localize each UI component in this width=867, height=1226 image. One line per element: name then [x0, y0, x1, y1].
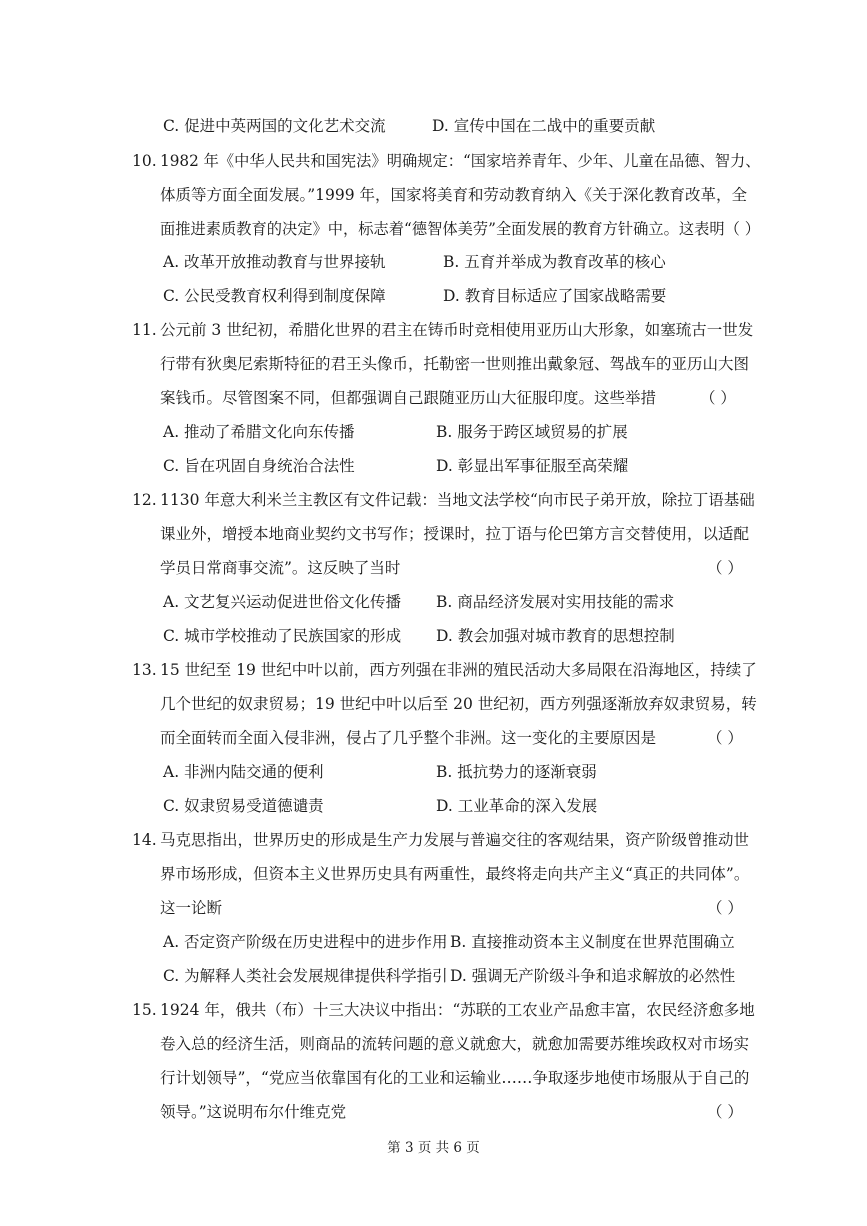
option-a: A. 改革开放推动教育与世界接轨 — [163, 253, 386, 271]
question-text-line: 几个世纪的奴隶贸易；19 世纪中叶以后至 20 世纪初，西方列强逐渐放弃奴隶贸易，转 — [160, 695, 757, 713]
question-text-line: 公元前 3 世纪初，希腊化世界的君主在铸币时竞相使用亚历山大形象，如塞琉古一世发 — [160, 321, 754, 339]
question-text-line: 行带有狄奥尼索斯特征的君王头像币，托勒密一世则推出戴象冠、驾战车的亚历山大图 — [160, 355, 750, 373]
option-b: B. 五育并举成为教育改革的核心 — [443, 253, 666, 271]
question-text-line: 学员日常商事交流”。这反映了当时 — [160, 559, 401, 577]
option-d: D. 彰显出军事征服至高荣耀 — [436, 457, 629, 475]
question-text-line: 1130 年意大利米兰主教区有文件记载：当地文法学校“向市民子弟开放，除拉丁语基础 — [160, 491, 755, 509]
question-text-line: 体质等方面全面发展。”1999 年，国家将美育和劳动教育纳入《关于深化教育改革，全 — [160, 186, 748, 204]
answer-parentheses: （ ） — [707, 729, 743, 747]
option-d: D. 宣传中国在二战中的重要贡献 — [432, 117, 656, 135]
option-b: B. 直接推动资本主义制度在世界范围确立 — [450, 933, 735, 951]
question-text-line: 面推进素质教育的决定》中，标志着“德智体美劳”全面发展的教育方针确立。这表明（ ） — [160, 220, 761, 238]
option-c: C. 城市学校推动了民族国家的形成 — [163, 627, 402, 645]
option-a: A. 推动了希腊文化向东传播 — [163, 423, 355, 441]
option-d: D. 教育目标适应了国家战略需要 — [443, 287, 667, 305]
option-b: B. 抵抗势力的逐渐衰弱 — [436, 763, 597, 781]
question-text-line: 而全面转而全面入侵非洲，侵占了几乎整个非洲。这一变化的主要原因是 — [160, 729, 657, 747]
question-text-line: 15 世纪至 19 世纪中叶以前，西方列强在非洲的殖民活动大多局限在沿海地区，持续了 — [160, 661, 757, 679]
option-a: A. 非洲内陆交通的便利 — [163, 763, 324, 781]
question-text-line: 行计划领导”，“党应当依靠国有化的工业和运输业……争取逐步地使市场服从于自己的 — [160, 1069, 750, 1087]
question-text-line: 案钱币。尽管图案不同，但都强调自己跟随亚历山大征服印度。这些举措 — [160, 389, 657, 407]
question-number: 12. — [132, 491, 157, 509]
option-d: D. 工业革命的深入发展 — [436, 797, 598, 815]
question-number: 10. — [132, 152, 157, 170]
question-text-line: 界市场形成，但资本主义世界历史具有两重性，最终将走向共产主义“真正的共同体”。 — [160, 865, 750, 883]
question-text-line: 课业外，增授本地商业契约文书写作；授课时，拉丁语与伦巴第方言交替使用，以适配 — [160, 525, 750, 543]
option-a: A. 否定资产阶级在历史进程中的进步作用 — [163, 933, 448, 951]
question-number: 14. — [132, 831, 157, 849]
option-b: B. 商品经济发展对实用技能的需求 — [436, 593, 675, 611]
option-a: A. 文艺复兴运动促进世俗文化传播 — [163, 593, 402, 611]
option-d: D. 教会加强对城市教育的思想控制 — [436, 627, 675, 645]
answer-parentheses: （ ） — [707, 899, 743, 917]
question-text-line: 这一论断 — [160, 899, 223, 917]
option-c: C. 促进中英两国的文化艺术交流 — [163, 117, 386, 135]
option-b: B. 服务于跨区域贸易的扩展 — [436, 423, 628, 441]
option-c: C. 为解释人类社会发展规律提供科学指引 — [163, 967, 448, 985]
answer-parentheses: （ ） — [700, 389, 736, 407]
question-text-line: 1982 年《中华人民共和国宪法》明确规定：“国家培养青年、少年、儿童在品德、智力、 — [160, 152, 761, 170]
option-c: C. 旨在巩固自身统治合法性 — [163, 457, 355, 475]
question-number: 13. — [132, 661, 157, 679]
question-number: 11. — [132, 321, 157, 339]
answer-parentheses: （ ） — [707, 559, 743, 577]
question-text-line: 卷入总的经济生活，则商品的流转问题的意义就愈大，就愈加需要苏维埃政权对市场实 — [160, 1035, 750, 1053]
option-c: C. 奴隶贸易受道德谴责 — [163, 797, 324, 815]
option-d: D. 强调无产阶级斗争和追求解放的必然性 — [450, 967, 736, 985]
option-c: C. 公民受教育权利得到制度保障 — [163, 287, 386, 305]
question-text-line: 马克思指出，世界历史的形成是生产力发展与普遍交往的客观结果，资产阶级曾推动世 — [160, 831, 750, 849]
question-text-line: 1924 年，俄共（布）十三大决议中指出：“苏联的工农业产品愈丰富，农民经济愈多地 — [160, 1001, 755, 1019]
page-footer: 第 3 页 共 6 页 — [387, 1140, 480, 1156]
question-text-line: 领导。”这说明布尔什维克党 — [160, 1103, 347, 1121]
answer-parentheses: （ ） — [707, 1103, 743, 1121]
question-number: 15. — [132, 1001, 157, 1019]
